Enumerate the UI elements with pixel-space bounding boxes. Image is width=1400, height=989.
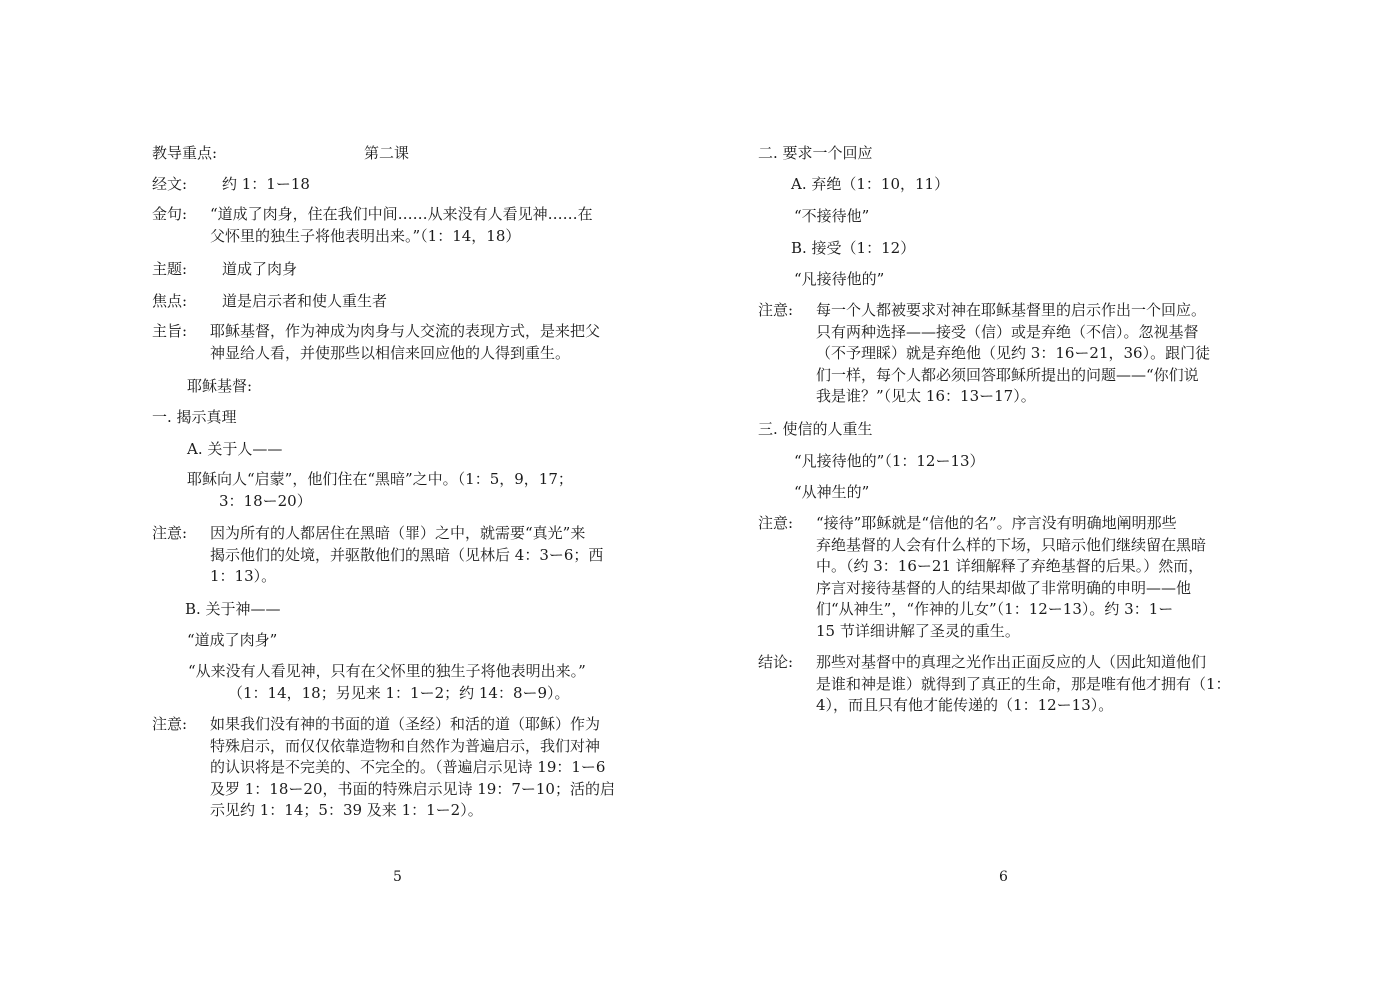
conclusion	[758, 652, 1258, 717]
note-two-line: 及罗 1：18ー20，书面的特殊启示见诗 19：7ー10；活的启	[210, 779, 615, 798]
note-two	[152, 714, 652, 822]
conclusion-label: 结论:	[758, 653, 794, 671]
note-one-line: （不予理睬）就是弃绝他（见约 3：16ー21，36）。跟门徒	[816, 344, 1211, 362]
heading-label: 教导重点:	[152, 144, 218, 162]
lesson-number: 第二课	[364, 144, 410, 162]
subpoint-b-title: B. 关于神——	[185, 600, 281, 618]
left-page	[152, 0, 652, 989]
section-two-title: 二. 要求一个回应	[758, 144, 873, 162]
right-page	[758, 0, 1258, 989]
note-one-line: 1：13）。	[210, 567, 277, 585]
note-one-line: 我是谁？”（见太 16：13ー17）。	[816, 387, 1036, 405]
page-number: 6	[999, 869, 1008, 885]
subpoint-b-text	[188, 661, 658, 704]
theme-label: 主题:	[152, 260, 188, 278]
subpoint-b-line: “从来没有人看见神，只有在父怀里的独生子将他表明出来。”	[188, 662, 586, 680]
subpoint-a-line: 耶稣向人“启蒙”，他们住在“黑暗”之中。（1：5，9，17；	[187, 470, 573, 488]
note-two-line: 序言对接待基督的人的结果却做了非常明确的申明——他	[816, 578, 1192, 597]
subpoint-b-quote: “道成了肉身”	[187, 631, 278, 649]
note-one-line: 因为所有的人都居住在黑暗（罪）之中，就需要“真光”来	[210, 524, 586, 542]
section-three-quote: “凡接待他的”（1：12ー13）	[794, 452, 985, 470]
note-two-line: 们“从神生”，“作神的儿女”（1：12ー13）。约 3：1ー	[816, 600, 1174, 618]
note-two-line: 中。（约 3：16ー21 详细解释了弃绝基督的后果。）然而，	[816, 557, 1204, 575]
golden-verse	[152, 204, 652, 247]
note-two-line: 的认识将是不完美的、不完全的。（普遍启示见诗 19：1ー6	[210, 758, 606, 776]
subpoint-b-title: B. 接受（1：12）	[791, 239, 916, 257]
subpoint-a-title: A. 关于人——	[187, 440, 283, 458]
focus-text: 道是启示者和使人重生者	[222, 292, 388, 310]
note-two-line: 特殊启示，而仅仅依靠造物和自然作为普遍启示，我们对神	[210, 736, 601, 755]
note-two-line: 15 节详细讲解了圣灵的重生。	[816, 621, 1020, 640]
note-two-label: 注意:	[152, 715, 188, 733]
note-two-line: “接待”耶稣就是“信他的名”。序言没有明确地阐明那些	[816, 514, 1177, 532]
note-one-label: 注意:	[152, 524, 188, 542]
subpoint-b-quote: “凡接待他的”	[794, 270, 885, 288]
subpoint-a-line: 3：18ー20）	[219, 491, 312, 510]
page-number: 5	[393, 869, 402, 885]
note-one	[758, 300, 1258, 408]
note-one-label: 注意:	[758, 301, 794, 319]
subpoint-a-quote: “不接待他”	[794, 207, 870, 225]
conclusion-line: 那些对基督中的真理之光作出正面反应的人（因此知道他们	[816, 653, 1207, 671]
purpose	[152, 321, 652, 364]
subpoint-a-text	[187, 469, 657, 512]
purpose-line: 神显给人看，并使那些以相信来回应他的人得到重生。	[210, 343, 571, 362]
golden-verse-line: 父怀里的独生子将他表明出来。”（1：14，18）	[210, 226, 521, 245]
note-two	[758, 513, 1258, 642]
lesson-heading	[152, 142, 652, 164]
subpoint-b-line: （1：14，18；另见来 1：1ー2；约 14：8ー9）。	[228, 683, 570, 702]
note-one-line: 们一样，每个人都必须回答耶稣所提出的问题——“你们说	[816, 365, 1199, 384]
subpoint-a-title: A. 弃绝（1：10，11）	[791, 175, 950, 193]
jesus-label: 耶稣基督:	[187, 377, 253, 395]
note-one-line: 只有两种选择——接受（信）或是弃绝（不信）。忽视基督	[816, 322, 1199, 341]
section-three-title: 三. 使信的人重生	[758, 420, 873, 438]
focus-row	[152, 290, 388, 312]
note-one	[152, 523, 652, 588]
note-two-line: 示见约 1：14；5：39 及来 1：1ー2）。	[210, 801, 483, 819]
focus-label: 焦点:	[152, 292, 188, 310]
note-two-line: 如果我们没有神的书面的道（圣经）和活的道（耶稣）作为	[210, 715, 601, 733]
conclusion-line: 4），而且只有他才能传递的（1：12ー13）。	[816, 696, 1114, 714]
note-one-line: 每一个人都被要求对神在耶稣基督里的启示作出一个回应。	[816, 301, 1207, 319]
golden-verse-line: “道成了肉身，住在我们中间……从来没有人看见神……在	[210, 205, 593, 223]
scripture-row	[152, 173, 310, 195]
theme-text: 道成了肉身	[222, 260, 298, 278]
golden-verse-label: 金句:	[152, 205, 188, 223]
conclusion-line: 是谁和神是谁）就得到了真正的生命，那是唯有他才拥有（1：	[816, 674, 1231, 693]
section-one-title: 一. 揭示真理	[152, 408, 237, 426]
note-two-line: 弃绝基督的人会有什么样的下场，只暗示他们继续留在黑暗	[816, 535, 1207, 554]
purpose-label: 主旨:	[152, 322, 188, 340]
theme-row	[152, 258, 298, 280]
section-three-quote: “从神生的”	[794, 483, 870, 501]
note-one-line: 揭示他们的处境，并驱散他们的黑暗（见林后 4：3ー6；西	[210, 545, 604, 564]
note-two-label: 注意:	[758, 514, 794, 532]
purpose-line: 耶稣基督，作为神成为肉身与人交流的表现方式，是来把父	[210, 322, 601, 340]
scripture-text: 约 1：1ー18	[222, 175, 310, 193]
scripture-label: 经文:	[152, 175, 188, 193]
